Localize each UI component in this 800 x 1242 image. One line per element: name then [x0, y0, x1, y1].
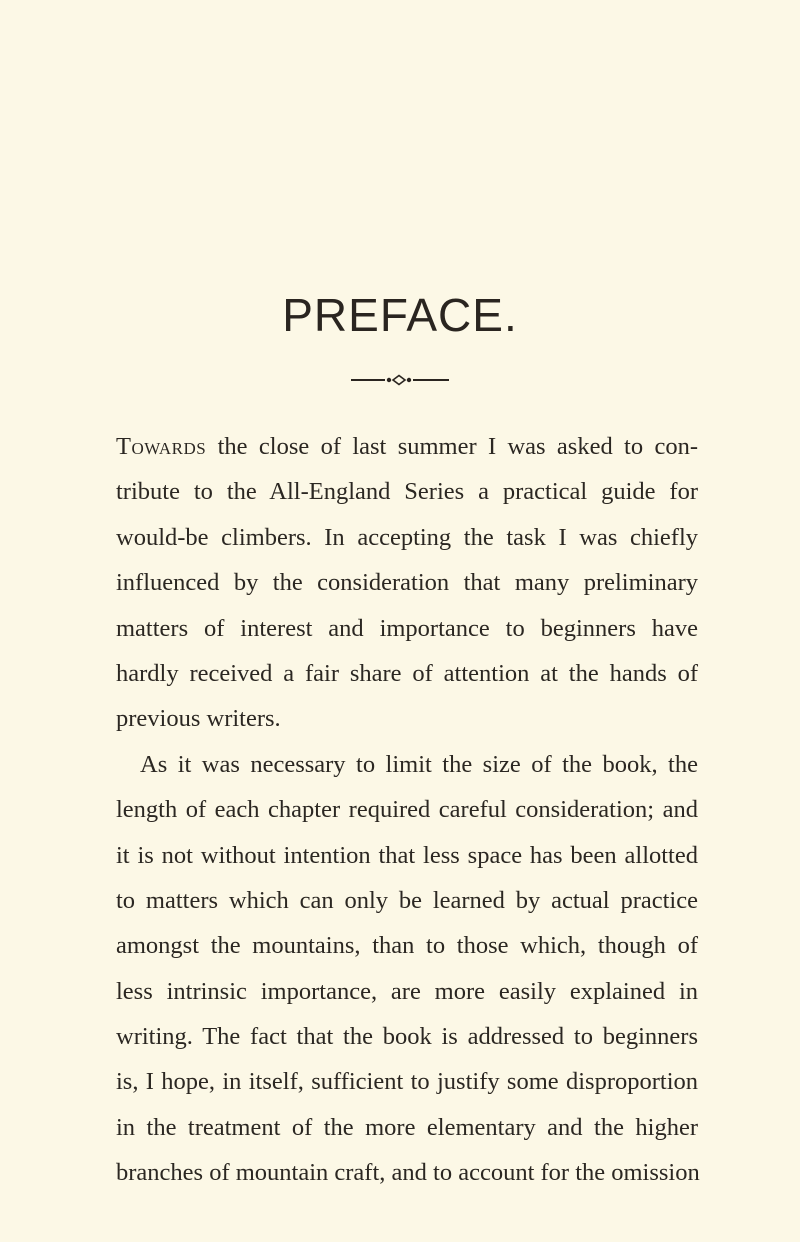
- paragraph-2-line-7: writing. The fact that the book is addressed to beginners: [116, 1023, 698, 1051]
- paragraph-2-line-9: in the treatment of the more elementary and the higher: [116, 1113, 698, 1141]
- paragraph-2-line-1: As it was necessary to limit the size of the book, the: [140, 750, 698, 778]
- paragraph-1-line-4: influenced by the consideration that many preliminary: [116, 569, 698, 597]
- paragraph-2-line-6: less intrinsic importance, are more easily explained in: [116, 977, 698, 1005]
- paragraph-2-line-10: branches of mountain craft, and to account for the omission: [116, 1159, 700, 1187]
- paragraph-1-line-6: hardly received a fair share of attention at the hands of: [116, 659, 698, 687]
- paragraph-1-line-2: tribute to the All-England Series a practical guide for: [116, 478, 698, 506]
- paragraph-1-line-7: previous writers.: [116, 705, 281, 733]
- paragraph-1-line-3: would-be climbers. In accepting the task I was chiefly: [116, 523, 698, 551]
- paragraph-2-line-3: it is not without intention that less space has been allotted: [116, 841, 698, 869]
- preface-body: [116, 424, 698, 1196]
- paragraph-2-line-5: amongst the mountains, than to those which, though of: [116, 932, 698, 960]
- lead-word: Towards: [116, 433, 207, 460]
- page-title: PREFACE.: [282, 289, 518, 341]
- paragraph-2-line-4: to matters which can only be learned by actual practice: [116, 886, 698, 914]
- paragraph-2-line-2: length of each chapter required careful consideration; and: [116, 796, 698, 824]
- divider-ornament-icon: [351, 374, 449, 386]
- paragraph-2-line-8: is, I hope, in itself, sufficient to justify some disproportion: [116, 1068, 698, 1096]
- paragraph-1-line-5: matters of interest and importance to beginners have: [116, 614, 698, 642]
- paragraph-1-line-1: Towards the close of last summer I was asked to con-: [116, 433, 698, 460]
